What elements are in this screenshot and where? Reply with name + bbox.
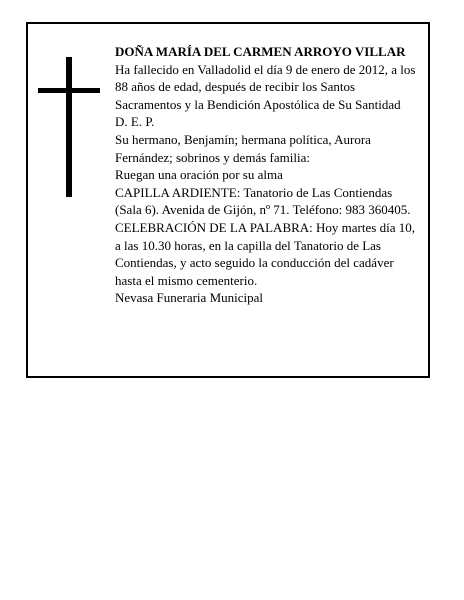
- deceased-name: DOÑA MARÍA DEL CARMEN ARROYO VILLAR: [115, 44, 406, 59]
- obituary-notice: [26, 22, 430, 378]
- family-text: Su hermano, Benjamín; hermana política, Aurora Fernández; sobrinos y demás familia:: [115, 131, 371, 165]
- cross-horizontal-bar: [38, 88, 100, 93]
- rip-text: D. E. P.: [115, 114, 155, 130]
- obituary-text: [115, 43, 421, 307]
- prayer-request: Ruegan una oración por su alma: [115, 167, 283, 183]
- cross-vertical-bar: [66, 57, 72, 197]
- funeral-home: Nevasa Funeraria Municipal: [115, 290, 264, 306]
- chapel-info: CAPILLA ARDIENTE: Tanatorio de Las Contiendas (Sala 6). Avenida de Gijón, nº 71. Teléfono: 983 360405.: [115, 184, 411, 218]
- death-info: Ha fallecido en Valladolid el día 9 de enero de 2012, a los 88 años de edad, después de recibir los Santos Sacramentos y la Bendición Apostólica de Su Santidad: [115, 61, 416, 112]
- ceremony-info: CELEBRACIÓN DE LA PALABRA: Hoy martes día 10, a las 10.30 horas, en la capilla del Tanatorio de Las Contiendas, y acto seguido la conducción del cadáver hasta el mismo cementerio.: [115, 219, 415, 288]
